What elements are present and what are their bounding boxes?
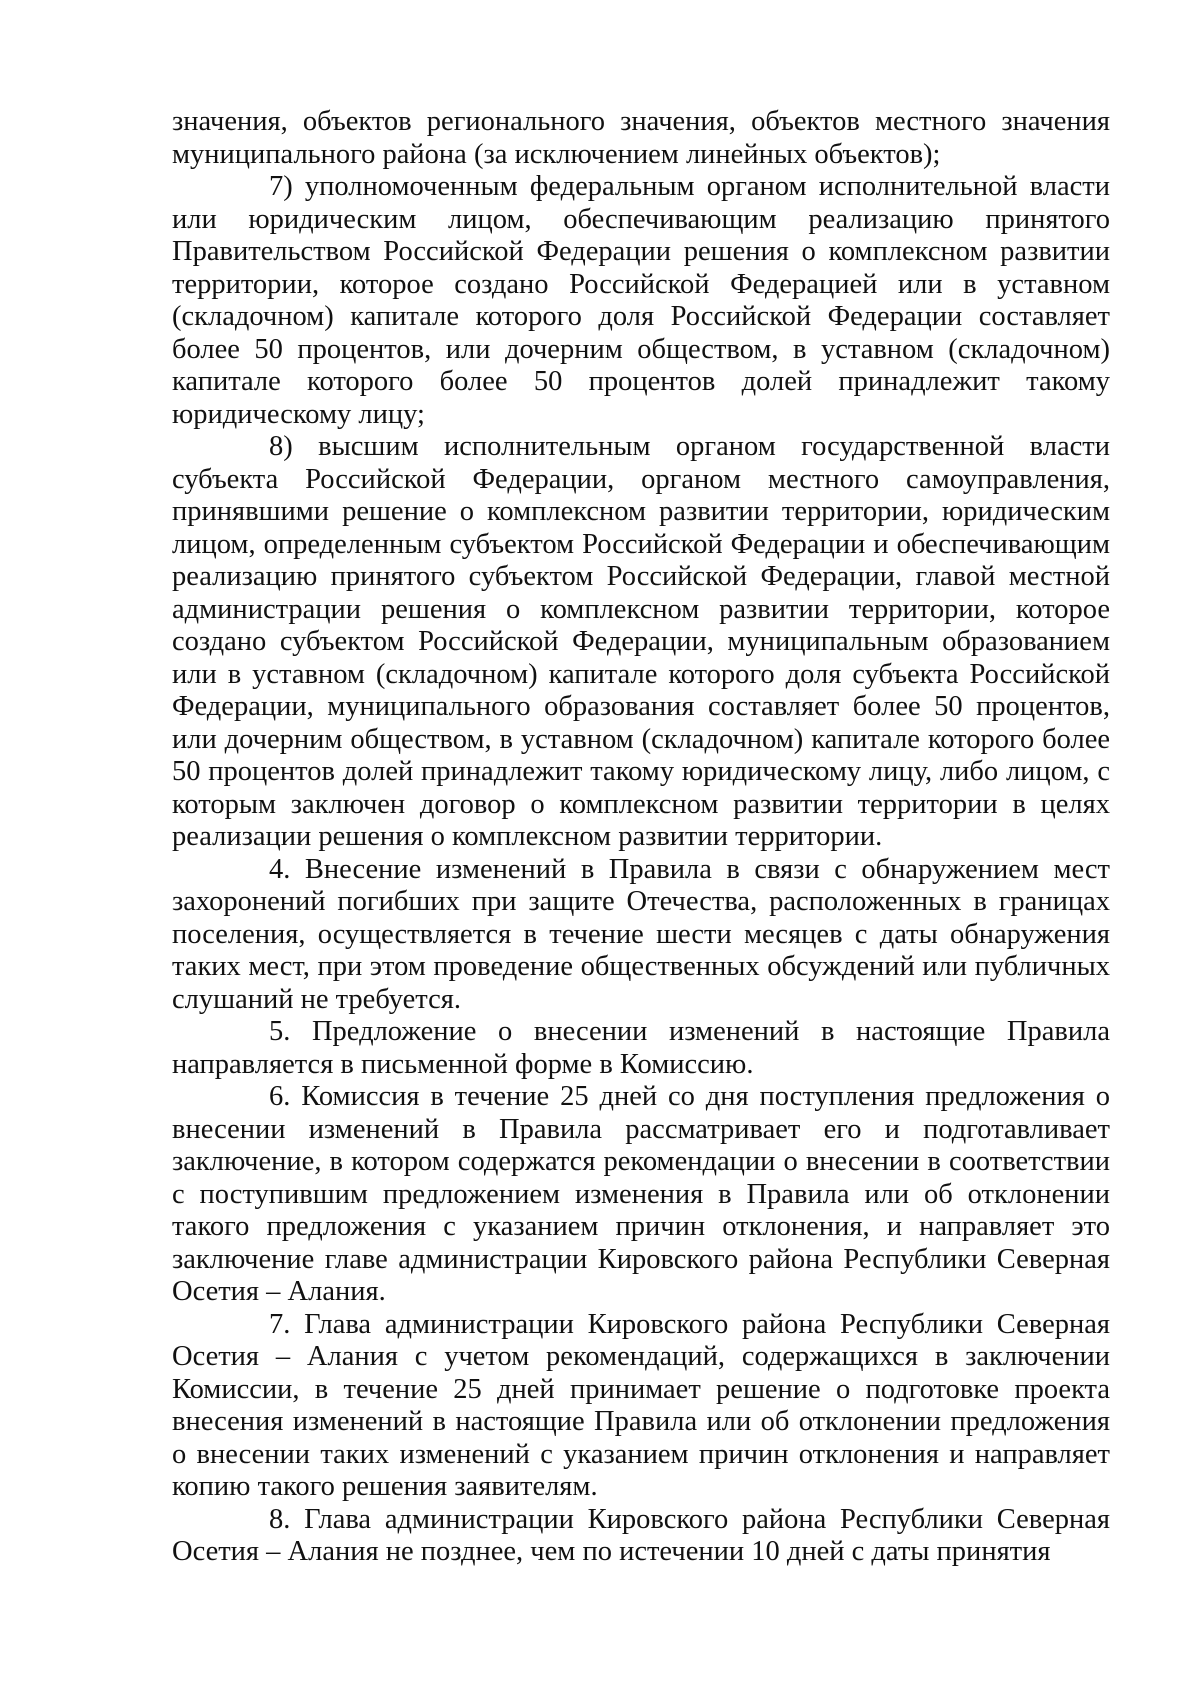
- paragraph-item-7: 7) уполномоченным федеральным органом исполнительной власти или юридическим лицом, обеспечивающим реализацию принятого Правительством Российской Федерации решения о комплексном развитии территории, которое создано Российской Федерацией или в уставном (складочном) капитале которого доля Российской Федерации составляет более 50 процентов, или дочерним обществом, в уставном (складочном) капитале которого более 50 процентов долей принадлежит такому юридическому лицу;: [172, 171, 1110, 430]
- paragraph-clause-4: 4. Внесение изменений в Правила в связи с обнаружением мест захоронений погибших при защите Отечества, расположенных в границах поселения, осуществляется в течение шести месяцев с даты обнаружения таких мест, при этом проведение общественных обсуждений или публичных слушаний не требуется.: [172, 853, 1110, 1015]
- document-page: [172, 106, 1110, 1569]
- paragraph-clause-5: 5. Предложение о внесении изменений в настоящие Правила направляется в письменной форме в Комиссию.: [172, 1016, 1110, 1080]
- paragraph-clause-6: 6. Комиссия в течение 25 дней со дня поступления предложения о внесении изменений в Правила рассматривает его и подготавливает заключение, в котором содержатся рекомендации о внесении в соответствии с поступившим предложением изменения в Правила или об отклонении такого предложения с указанием причин отклонения, и направляет это заключение главе администрации Кировского района Республики Северная Осетия – Алания.: [172, 1081, 1110, 1307]
- paragraph-item-8: 8) высшим исполнительным органом государственной власти субъекта Российской Федерации, органом местного самоуправления, принявшими решение о комплексном развитии территории, юридическим лицом, определенным субъектом Российской Федерации и обеспечивающим реализацию принятого субъектом Российской Федерации, главой местной администрации решения о комплексном развитии территории, которое создано субъектом Российской Федерации, муниципальным образованием или в уставном (складочном) капитале которого доля субъекта Российской Федерации, муниципального образования составляет более 50 процентов, или дочерним обществом, в уставном (складочном) капитале которого более 50 процентов долей принадлежит такому юридическому лицу, либо лицом, с которым заключен договор о комплексном развитии территории в целях реализации решения о комплексном развитии территории.: [172, 431, 1110, 852]
- paragraph-clause-8: 8. Глава администрации Кировского района Республики Северная Осетия – Алания не позднее, чем по истечении 10 дней с даты принятия: [172, 1503, 1110, 1567]
- paragraph-clause-7: 7. Глава администрации Кировского района Республики Северная Осетия – Алания с учетом рекомендаций, содержащихся в заключении Комиссии, в течение 25 дней принимает решение о подготовке проекта внесения изменений в настоящие Правила или об отклонении предложения о внесении таких изменений с указанием причин отклонения и направляет копию такого решения заявителям.: [172, 1308, 1110, 1502]
- paragraph-continuation: значения, объектов регионального значения, объектов местного значения муниципального района (за исключением линейных объектов);: [172, 106, 1110, 170]
